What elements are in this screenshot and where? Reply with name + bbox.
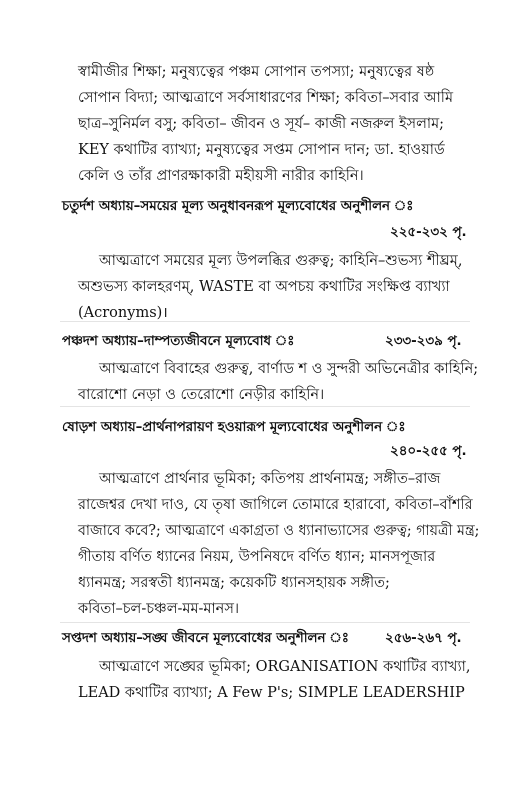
text-line: স্বামীজীর শিক্ষা; মনুষ্যত্বের পঞ্চম সোপান তপস্যা; মনুষ্যত্বের ষষ্ঠ [78,64,435,80]
text-line: বারোশো নেড়া ও তেরোশো নেড়ীর কাহিনি। [78,387,325,403]
text-line: অশুভস্য কালহরণম্‌, WASTE বা অপচয় কথাটির সংক্ষিপ্ত ব্যাখ্যা [78,279,450,295]
text-line: বাজাবে কবে?; আত্মত্রাণে একাগ্রতা ও ধ্যানাভ্যাসের গুরুত্ব; গায়ত্রী মন্ত্র; [78,523,480,539]
chapter-title: চতুর্দশ অধ্যায়–সময়ের মূল্য অনুধাবনরূপ মূল্যবোধের অনুশীলন ঃ [62,199,414,214]
text-line: আত্মত্রাণে সঙ্ঘের ভূমিকা; ORGANISATION কথাটির ব্যাখ্যা, [99,659,471,675]
text-line: LEAD কথাটির ব্যাখ্যা; A Few P's; SIMPLE LEADERSHIP [78,685,465,701]
text-line: আত্মত্রাণে বিবাহের গুরুত্ব, বার্ণাড শ ও সুন্দরী অভিনেত্রীর কাহিনি; [99,361,479,377]
text-line: (Acronyms)। [78,305,168,321]
text-line: রাজেশ্বর দেখা দাও, যে তৃষা জাগিলে তোমারে হারাবো, কবিতা–বাঁশরি [78,497,473,513]
page-range: ২২৫-২৩২ পৃ. [390,225,467,240]
text-line: কেলি ও তাঁর প্রাণরক্ষাকারী মহীয়সী নারীর কাহিনি। [78,168,364,184]
text-line: আত্মত্রাণে প্রার্থনার ভূমিকা; কতিপয় প্রার্থনামন্ত্র; সঙ্গীত–রাজ [99,471,441,487]
text-line: KEY কথাটির ব্যাখ্যা; মনুষ্যত্বের সপ্তম সোপান দান; ডা. হাওয়ার্ড [78,142,445,158]
page-range: ২৪০-২৫৫ পৃ. [390,444,467,459]
chapter-title: সপ্তদশ অধ্যায়–সঙ্ঘ জীবনে মূল্যবোধের অনুশীলন ঃ [62,631,349,646]
page-range: ২৩৩-২৩৯ পৃ. [385,334,462,349]
text-line: ধ্যানমন্ত্র; সরস্বতী ধ্যানমন্ত্র; কয়েকটি ধ্যানসহায়ক সঙ্গীত; [78,575,390,591]
text-line: আত্মত্রাণে সময়ের মূল্য উপলব্ধির গুরুত্ব; কাহিনি–শুভস্য শীঘ্রম্‌, [99,253,463,269]
text-line: কবিতা–চল-চঞ্চল-মম-মানস। [78,601,240,617]
chapter-title: পঞ্চদশ অধ্যায়–দাম্পত্যজীবনে মূল্যবোধ ঃ [62,334,295,349]
chapter-title: ষোড়শ অধ্যায়–প্রার্থনাপরায়ণ হওয়ারূপ মূল্যবোধের অনুশীলন ঃ [62,420,406,435]
text-line: গীতায় বর্ণিত ধ্যানের নিয়ম, উপনিষদে বর্ণিত ধ্যান; মানসপূজার [78,549,436,565]
text-line: ছাত্র–সুনির্মল বসু; কবিতা– জীবন ও সূর্য– কাজী নজরুল ইসলাম; [78,116,445,132]
text-line: সোপান বিদ্যা; আত্মত্রাণে সর্বসাধারণের শিক্ষা; কবিতা–সবার আমি [78,90,454,106]
page-range: ২৫৬-২৬৭ পৃ. [385,631,462,646]
